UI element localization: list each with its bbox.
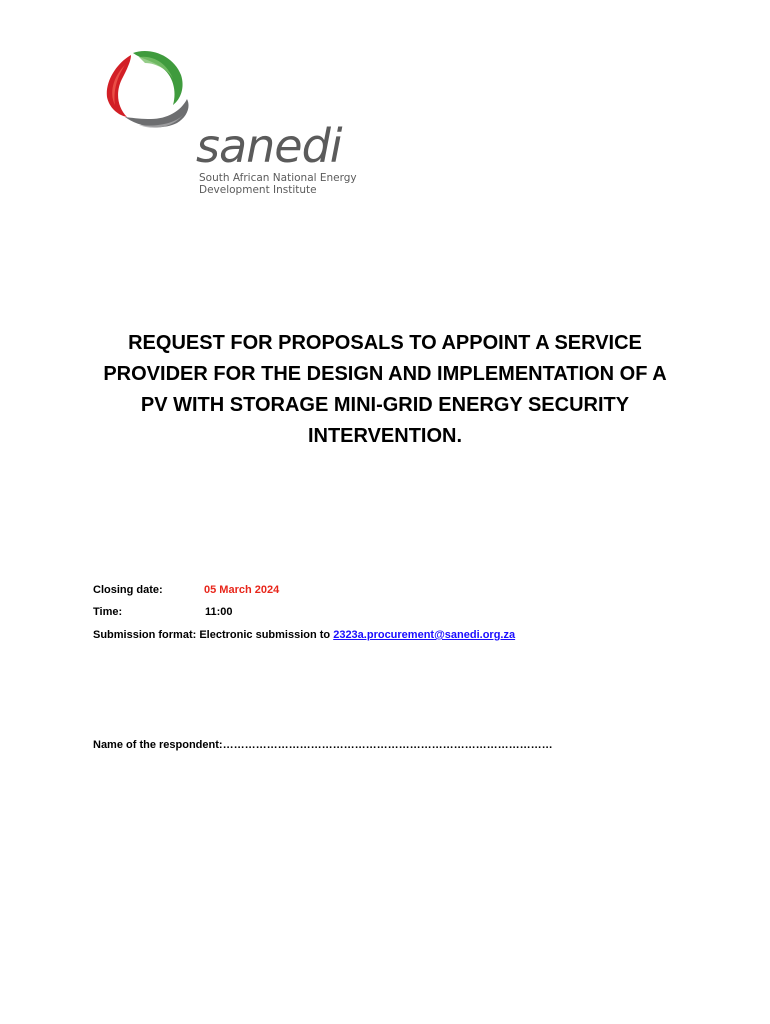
time-value: 11:00 <box>205 606 233 618</box>
logo-wordmark: sanedi <box>196 119 342 173</box>
title-line-3: PV WITH STORAGE MINI-GRID ENERGY SECURITY <box>140 394 630 416</box>
closing-date-row <box>93 584 280 596</box>
tagline-line-1: South African National Energy <box>199 172 357 184</box>
respondent-row <box>93 739 553 751</box>
time-row <box>93 606 233 618</box>
tagline-line-2: Development Institute <box>199 184 317 196</box>
submission-row <box>93 629 515 641</box>
closing-date-label: Closing date: <box>93 584 163 596</box>
title-line-2: PROVIDER FOR THE DESIGN AND IMPLEMENTATION OF A <box>103 363 667 385</box>
title-line-4: INTERVENTION. <box>307 425 463 447</box>
sanedi-logo <box>95 45 395 205</box>
time-label: Time: <box>93 606 123 618</box>
document-title <box>85 328 685 452</box>
respondent-name-blank[interactable]: ……………………………………………………………………………… <box>222 739 553 751</box>
submission-label: Submission format: Electronic submission to <box>93 629 334 641</box>
submission-email-link[interactable]: 2323a.procurement@sanedi.org.za <box>333 629 516 641</box>
title-line-1: REQUEST FOR PROPOSALS TO APPOINT A SERVICE <box>128 332 642 354</box>
closing-date-value: 05 March 2024 <box>204 584 280 596</box>
respondent-label: Name of the respondent: <box>93 739 223 751</box>
logo-tagline <box>199 172 357 196</box>
